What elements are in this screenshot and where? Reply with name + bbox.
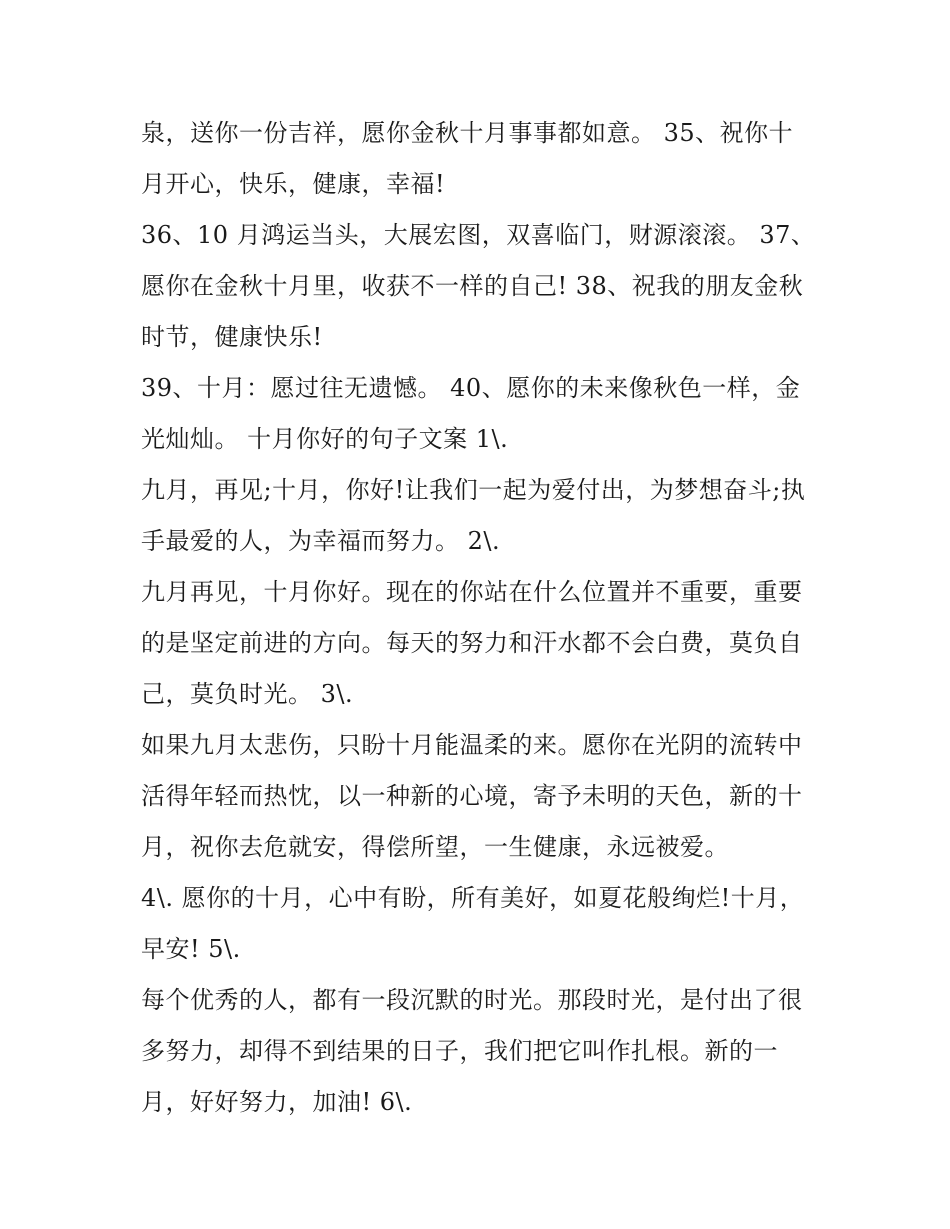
text-line-12: 己，莫负时光。 3\. <box>141 680 354 708</box>
text-line-2: 月开心，快乐，健康，幸福! <box>141 170 446 198</box>
text-line-17: 早安! 5\. <box>141 935 241 963</box>
text-line-1: 泉，送你一份吉祥，愿你金秋十月事事都如意。 35、祝你十 <box>141 119 794 147</box>
text-line-20: 月，好好努力，加油! 6\. <box>141 1088 413 1116</box>
text-line-9: 手最爱的人，为幸福而努力。 2\. <box>141 527 501 555</box>
text-line-10: 九月再见，十月你好。现在的你站在什么位置并不重要，重要 <box>141 578 803 606</box>
text-line-15: 月，祝你去危就安，得偿所望，一生健康，永远被爱。 <box>141 833 729 861</box>
text-line-7: 光灿灿。 十月你好的句子文案 1\. <box>141 425 509 453</box>
text-line-11: 的是坚定前进的方向。每天的努力和汗水都不会白费，莫负自 <box>141 629 803 657</box>
body-text <box>141 108 821 1128</box>
text-line-6: 39、十月：愿过往无遗憾。 40、愿你的未来像秋色一样，金 <box>141 374 801 402</box>
text-line-4: 愿你在金秋十月里，收获不一样的自己! 38、祝我的朋友金秋 <box>141 272 804 300</box>
text-line-16: 4\. 愿你的十月，心中有盼，所有美好，如夏花般绚烂!十月， <box>141 884 805 912</box>
text-line-19: 多努力，却得不到结果的日子，我们把它叫作扎根。新的一 <box>141 1037 778 1065</box>
text-line-3: 36、10 月鸿运当头，大展宏图，双喜临门，财源滚滚。 37、 <box>141 221 816 249</box>
text-line-14: 活得年轻而热忱，以一种新的心境，寄予未明的天色，新的十 <box>141 782 803 810</box>
text-line-18: 每个优秀的人，都有一段沉默的时光。那段时光，是付出了很 <box>141 986 803 1014</box>
text-line-13: 如果九月太悲伤，只盼十月能温柔的来。愿你在光阴的流转中 <box>141 731 803 759</box>
text-line-5: 时节，健康快乐! <box>141 323 323 351</box>
text-line-8: 九月，再见;十月，你好!让我们一起为爱付出，为梦想奋斗;执 <box>141 476 806 504</box>
